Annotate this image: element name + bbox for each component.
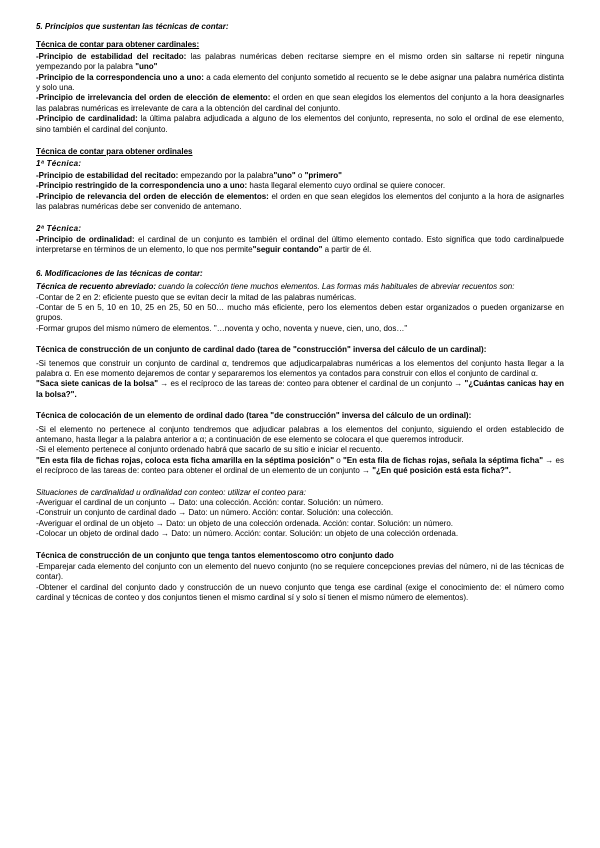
principle-text: el cardinal de un conjunto es también el ordinal del último elemento contado. Esto significa que todo cardinalpuede interpretarse en términos de un elemento, lo que nos permite <box>36 234 565 255</box>
colocacion-block <box>36 411 564 476</box>
example-text: o <box>334 455 343 465</box>
tantos-title: Técnica de construcción de un conjunto que tenga tantos elementoscomo otro conjunto dado <box>36 550 394 560</box>
example-text: → es el recíproco de las tareas de: conteo para obtener el cardinal de un conjunto → <box>158 379 465 389</box>
construccion-example <box>36 379 564 400</box>
construccion-title: Técnica de construcción de un conjunto de cardinal dado (tarea de "construcción" inversa del cálculo de un cardinal): <box>36 345 487 355</box>
principle-text-tail: a partir de él. <box>322 245 372 255</box>
recuento-line: -Contar de 5 en 5, 10 en 10, 25 en 25, 50 en 50… mucho más eficiente, pero los elementos deben estar organizados o pueden organizarse en grupos. <box>36 302 564 323</box>
colocacion-example <box>36 456 564 477</box>
example-quote: "Saca siete canicas de la bolsa" <box>36 379 159 389</box>
situaciones-line: -Averiguar el cardinal de un conjunto → Dato: una colección. Acción: contar. Solución: un número. <box>36 498 384 508</box>
tantos-block <box>36 551 564 604</box>
situaciones-line: -Colocar un objeto de ordinal dado → Dato: un número. Acción: contar. Solución: un objeto de una colección ordenada. <box>36 529 459 539</box>
ordinal-principle-ordinality <box>36 235 564 256</box>
example-quote: "¿Cuántas canicas hay en la bolsa?". <box>36 379 565 399</box>
principle-cardinality <box>36 114 564 135</box>
principle-term: -Principio de cardinalidad: <box>36 114 138 124</box>
first-technique-heading: 1ª Técnica: <box>36 159 82 169</box>
tantos-paragraph: -Obtener el cardinal del conjunto dado y construcción de un nuevo conjunto que tenga ese cardinal (exige el conocimiento de: el número como cardinal y técnicas de conteo y dos conjuntos tienen el mismo cardinal sí y solo sí tienen el mismo número de elementos). <box>36 582 564 603</box>
recuento-lead: Técnica de recuento abreviado: <box>36 282 157 292</box>
quoted-word: "primero" <box>304 170 342 180</box>
recuento-line: -Formar grupos del mismo número de elementos. "…noventa y ocho, noventa y nueve, cien, uno, dos…" <box>36 323 408 333</box>
principle-text: empezando por la palabra <box>178 170 274 180</box>
colocacion-paragraph: -Si el elemento no pertenece al conjunto tendremos que adjudicar palabras a los elementos del conjunto, siguiendo el orden establecido de antemano, hasta llegar a la palabra anterior a α; a continuación de ese elemento se colocara el que queremos introducir. <box>36 424 564 444</box>
ordinal-principle-relevance <box>36 192 564 213</box>
second-technique-heading: 2ª Técnica: <box>36 223 82 233</box>
construccion-paragraph: -Si tenemos que construir un conjunto de cardinal α, tendremos que adjudicarpalabras numéricas a los elementos del conjunto hasta llegar a la palabra α. En ese momento dejaremos de contar y separaremos los elementos ya contados para construir con ellos el conjunto de cardinal α. <box>36 358 564 378</box>
principle-term: -Principio de irrelevancia del orden de elección de elemento: <box>36 93 271 103</box>
section-5-title: 5. Principios que sustentan las técnicas de contar: <box>36 22 229 31</box>
ordinal-technique-title: Técnica de contar para obtener ordinales <box>36 147 193 157</box>
quoted-word: "uno" <box>273 170 296 180</box>
recuento-lead-rest: cuando la colección tiene muchos elementos. Las formas más habituales de abreviar recuentos son: <box>156 282 515 292</box>
example-quote: "En esta fila de fichas rojas, coloca esta ficha amarilla en la séptima posición" <box>36 455 334 465</box>
quoted-phrase: "seguir contando" <box>252 245 323 255</box>
example-quote: "¿En qué posición está esta ficha?". <box>372 466 511 476</box>
ordinal-principle-restricted <box>36 181 564 191</box>
recuento-line: -Contar de 2 en 2: eficiente puesto que se evitan decir la mitad de las palabras numéricas. <box>36 292 357 302</box>
construccion-block <box>36 345 564 400</box>
principle-text: el orden en que sean elegidos los elementos del conjunto a la hora de asignarles las palabras numéricas debe ser convenido de antemano. <box>36 191 565 212</box>
cardinal-technique-title: Técnica de contar para obtener cardinales: <box>36 40 200 50</box>
example-text: → es el recíproco de las tareas de: conteo para obtener el ordinal de un elemento de un conjunto → <box>36 455 564 476</box>
principle-term: -Principio de estabilidad del recitado: <box>36 51 187 61</box>
principle-term: -Principio restringido de la correspondencia uno a uno: <box>36 181 248 191</box>
principle-stability <box>36 52 564 73</box>
principle-text: hasta llegaral elemento cuyo ordinal se quiere conocer. <box>247 181 446 191</box>
principle-term: -Principio de la correspondencia uno a uno: <box>36 72 204 82</box>
situaciones-title: Situaciones de cardinalidad u ordinalidad con conteo: utilizar el conteo para: <box>36 487 306 497</box>
principle-term: -Principio de estabilidad del recitado: <box>36 170 179 180</box>
colocacion-title: Técnica de colocación de un elemento de ordinal dado (tarea "de construcción" inversa del cálculo de un ordinal): <box>36 411 472 421</box>
principle-term: -Principio de ordinalidad: <box>36 234 135 244</box>
principle-irrelevance <box>36 93 564 114</box>
colocacion-paragraph: -Si el elemento pertenece al conjunto ordenado habrá que sacarlo de su sitio e iniciar el recuento. <box>36 445 383 455</box>
connector-text: o <box>295 170 305 180</box>
situaciones-block <box>36 488 564 540</box>
principle-text: las palabras numéricas deben recitarse siempre en el mismo orden sin saltarse ni repetir ninguna yempezando por la palabra <box>36 51 565 72</box>
principle-text: la última palabra adjudicada a alguno de los elementos del conjunto, representa, no solo el ordinal de ese elemento, sino también el cardinal del conjunto. <box>36 114 564 134</box>
principle-text: a cada elemento del conjunto sometido al recuento se le debe asignar una palabra numérica distinta y solo una. <box>36 72 564 93</box>
principle-text: el orden en que sean elegidos los elementos del conjunto a la hora deasignarles las palabras numéricas es irrelevante de cara a la obtención del cardinal del conjunto. <box>36 93 564 113</box>
principle-term: -Principio de relevancia del orden de elección de elementos: <box>36 191 269 201</box>
principle-correspondence <box>36 73 564 94</box>
recuento-intro <box>36 282 564 292</box>
example-quote: "En esta fila de fichas rojas, señala la séptima ficha" <box>342 455 544 465</box>
situaciones-line: -Averiguar el ordinal de un objeto → Dato: un objeto de una colección ordenada. Acción: contar. Solución: un número. <box>36 518 454 528</box>
quoted-word: "uno" <box>135 62 158 72</box>
section-6-title: 6. Modificaciones de las técnicas de contar: <box>36 268 203 278</box>
ordinal-principle-stability <box>36 171 564 181</box>
tantos-paragraph: -Emparejar cada elemento del conjunto con un elemento del nuevo conjunto (no se requiere concepciones previas del número, ni de las técnicas de contar). <box>36 562 564 582</box>
situaciones-line: -Construir un conjunto de cardinal dado → Dato: un número. Acción: contar. Solución: una colección. <box>36 508 394 518</box>
